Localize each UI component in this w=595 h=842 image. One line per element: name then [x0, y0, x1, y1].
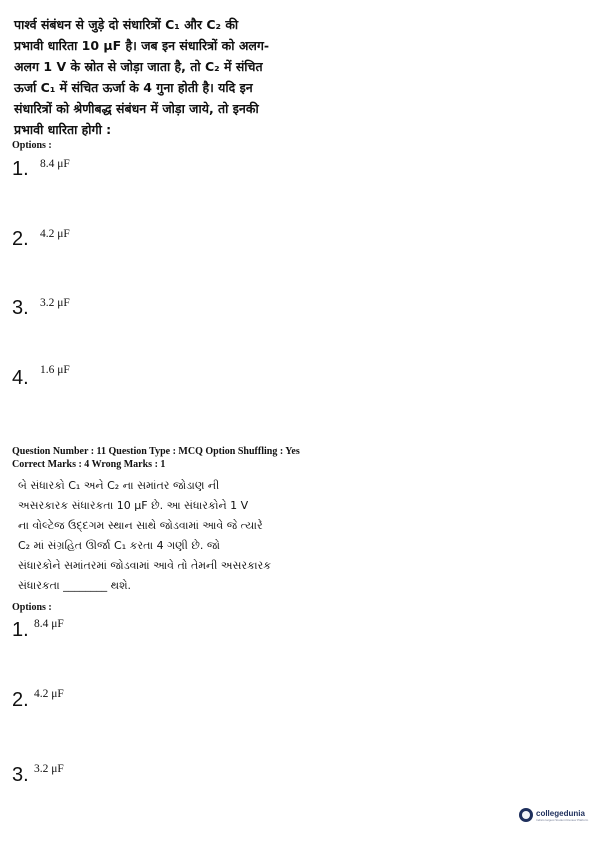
- option-value: 3.2 μF: [34, 763, 64, 775]
- option-value: 1.6 μF: [40, 364, 70, 376]
- option-number: 1.: [12, 158, 29, 180]
- logo-tagline: India's largest Student Review Platform: [536, 817, 589, 822]
- option-value: 4.2 μF: [34, 688, 64, 700]
- q10-line: संधारित्रों को श्रेणीबद्ध संबंधन में जोड़ा जाये, तो इनकी: [14, 101, 259, 116]
- option-number: 1.: [12, 619, 29, 641]
- logo-name: collegedunia: [536, 808, 585, 818]
- logo-mark-icon: [519, 808, 533, 822]
- q11-line: ના વોલ્ટેજ ઉદ્દગમ સ્થાન સાથે જોડવામાં આવે જે ત્યારે: [18, 519, 263, 532]
- q11-meta-line-1: Question Number : 11 Question Type : MCQ Option Shuffling : Yes: [12, 446, 300, 457]
- option-value: 3.2 μF: [40, 297, 70, 309]
- logo-wordmark: [536, 809, 588, 822]
- q10-line: प्रभावी धारिता होगी :: [14, 122, 112, 137]
- q10-line: ऊर्जा C₁ में संचित ऊर्जा के 4 गुना होती है। यदि इन: [14, 80, 253, 95]
- q10-question-text: [14, 14, 276, 140]
- q11-question-text: [18, 476, 276, 596]
- option-value: 8.4 μF: [34, 618, 64, 630]
- q11-options-label: Options :: [12, 602, 52, 613]
- q10-options-label: Options :: [12, 140, 52, 151]
- collegedunia-logo: [519, 808, 588, 822]
- q11-line: સંધારકતા ________ થશે.: [18, 579, 132, 592]
- option-value: 8.4 μF: [40, 158, 70, 170]
- option-value: 4.2 μF: [40, 228, 70, 240]
- q10-line: अलग 1 V के स्रोत से जोड़ा जाता है, तो C₂ में संचित: [14, 59, 263, 74]
- q11-line: અસરકારક સંધારકતા 10 μF છે. આ સંધારકોને 1 V: [18, 499, 249, 512]
- q10-line: प्रभावी धारिता 10 μF है। जब इन संधारित्रों को अलग-: [14, 38, 270, 53]
- option-number: 2.: [12, 689, 29, 711]
- q11-line: બે સંધારકો C₁ અને C₂ ના સમાંતર જોડાણ ની: [18, 479, 220, 492]
- q11-meta-line-2: Correct Marks : 4 Wrong Marks : 1: [12, 459, 166, 470]
- option-number: 3.: [12, 764, 29, 786]
- option-number: 3.: [12, 297, 29, 319]
- option-number: 2.: [12, 228, 29, 250]
- option-number: 4.: [12, 367, 29, 389]
- q11-line: સંધારકોને સમાંતરમાં જોડવામાં આવે તો તેમની અસરકારક: [18, 559, 272, 572]
- q11-line: C₂ માં સંગ્રહિત ઊર્જા C₁ કરતા 4 ગણી છે. જો: [18, 539, 220, 552]
- q10-line: पार्श्व संबंधन से जुड़े दो संधारित्रों C₁ और C₂ की: [14, 17, 239, 32]
